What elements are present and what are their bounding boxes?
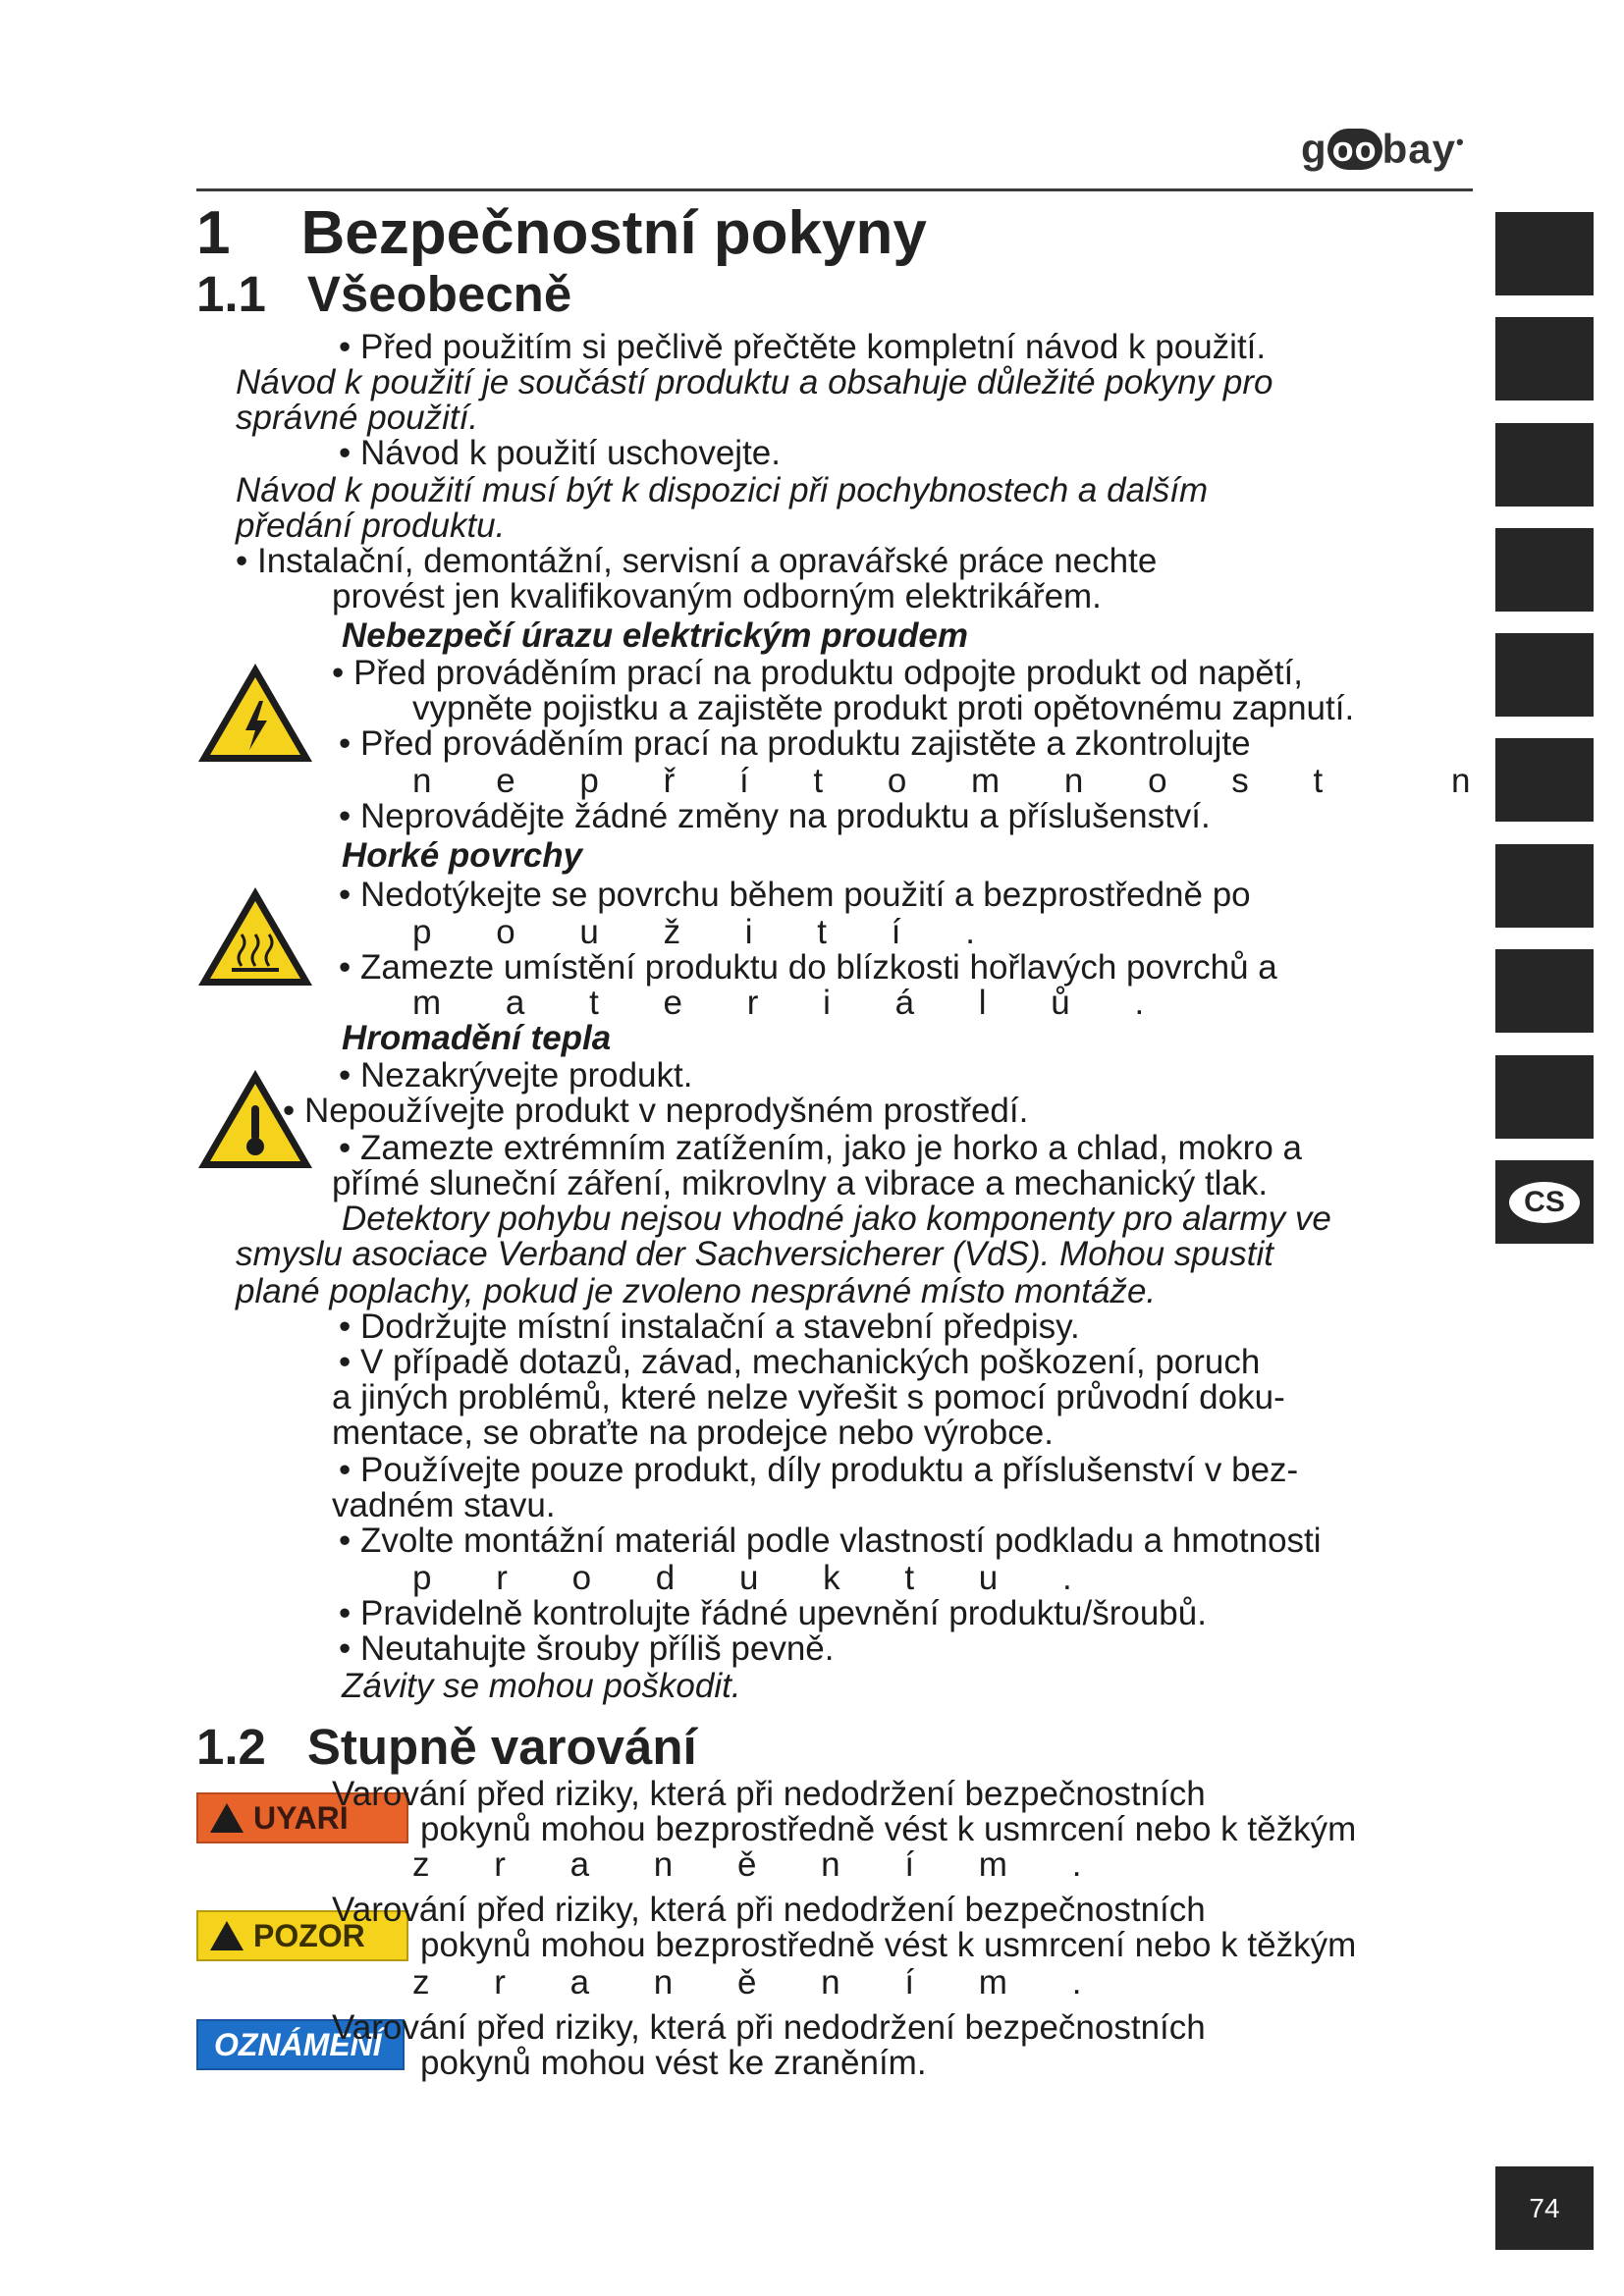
oznameni-line-1: Varování před riziky, která při nedodržení bezpečnostních [332,2008,1206,2047]
general-line-4: • Návod k použití uschovejte. [339,434,781,472]
language-tab-cs[interactable] [1495,1160,1594,1244]
logo-suffix: bay [1381,126,1457,172]
language-tab[interactable] [1495,1055,1594,1139]
heat-line-5: Detektory pohybu nejsou vhodné jako komponenty pro alarmy ve [342,1200,1331,1238]
electric-line-3: • Před prováděním prací na produktu zajistěte a zkontrolujte [339,724,1251,763]
heat-line-3: • Zamezte extrémním zatížením, jako je horko a chlad, mokro a [339,1129,1302,1167]
warning-triangle-icon [210,1921,244,1950]
page-number: 74 [1495,2166,1594,2250]
language-tab[interactable] [1495,423,1594,507]
heat-line-7: plané poplachy, pokud je zvoleno nesprávné místo montáže. [236,1272,1157,1310]
language-tab[interactable] [1495,317,1594,400]
subsection-number: 1.1 [196,266,266,322]
electric-line-1: • Před prováděním prací na produktu odpojte produkt od napětí, [332,654,1304,692]
uyari-line-1: Varování před riziky, která při nedodržení bezpečnostních [332,1775,1206,1813]
general-line-3: správné použití. [236,399,479,437]
warning-triangle-icon [210,1803,244,1833]
language-tab[interactable] [1495,844,1594,928]
language-tab[interactable] [1495,528,1594,612]
subsection-general-title [196,265,571,323]
hot-surface-warning-icon [194,883,316,989]
more-line-9: • Pravidelně kontrolujte řádné upevnění produktu/šroubů. [339,1594,1207,1632]
more-line-7: • Zvolte montážní materiál podle vlastností podkladu a hmotnosti [339,1522,1322,1560]
subsection-levels-number: 1.2 [196,1719,266,1775]
heat-line-1: • Nezakrývejte produkt. [339,1056,693,1095]
subsection-levels-title [196,1718,697,1776]
heat-line-6: smyslu asociace Verband der Sachversicherer (VdS). Mohou spustit [236,1235,1273,1273]
more-line-5: • Používejte pouze produkt, díly produktu a příslušenství v bez- [339,1451,1299,1489]
oznameni-line-2: pokynů mohou vést ke zraněním. [420,2044,927,2082]
more-line-2: • V případě dotazů, závad, mechanických poškození, poruch [339,1343,1261,1381]
language-tab[interactable] [1495,738,1594,822]
goobay-logo [1301,126,1465,173]
general-line-8: provést jen kvalifikovaným odborným elektrikářem. [332,577,1102,615]
more-line-6: vadném stavu. [332,1486,556,1524]
uyari-line-3: z r a n ě n í m . [412,1845,1082,1884]
header-rule [196,188,1473,191]
logo-oo: oo [1327,129,1382,170]
language-tab[interactable] [1495,212,1594,295]
uyari-label: UYARI [253,1800,349,1836]
logo-mark: • [1456,130,1465,154]
logo-prefix: g [1301,126,1327,172]
more-line-8: p r o d u k t u . [412,1559,1072,1597]
heat-line-4: přímé sluneční záření, mikrovlny a vibrace a mechanický tlak. [332,1164,1269,1202]
more-line-1: • Dodržujte místní instalační a stavební předpisy. [339,1308,1080,1346]
hot-line-2: p o u ž i t í . [412,913,975,951]
general-line-6: předání produktu. [236,507,506,545]
more-line-10: • Neutahujte šrouby příliš pevně. [339,1629,835,1668]
language-tab[interactable] [1495,949,1594,1033]
pozor-label: POZOR [253,1918,365,1953]
pozor-line-2: pokynů mohou bezprostředně vést k usmrcení nebo k těžkým [420,1926,1357,1964]
hot-line-3: • Zamezte umístění produktu do blízkosti hořlavých povrchů a [339,948,1277,987]
cs-label: CS [1509,1182,1580,1223]
electric-heading: Nebezpečí úrazu elektrickým proudem [342,616,968,655]
general-line-5: Návod k použití musí být k dispozici při pochybnostech a dalším [236,471,1209,509]
electric-shock-warning-icon [194,660,316,766]
pozor-line-3: z r a n ě n í m . [412,1963,1082,2002]
more-line-3: a jiných problémů, které nelze vyřešit s pomocí průvodní doku- [332,1378,1285,1416]
section-title-text: Bezpečnostní pokyny [300,199,927,267]
oznameni-label: OZNÁMENÍ [214,2027,382,2062]
general-line-1: • Před použitím si pečlivě přečtěte kompletní návod k použití. [339,328,1267,366]
electric-line-5: • Neprovádějte žádné změny na produktu a příslušenství. [339,797,1211,835]
hot-line-4: m a t e r i á l ů . [412,984,1145,1022]
section-title [196,198,927,268]
uyari-line-2: pokynů mohou bezprostředně vést k usmrcení nebo k těžkým [420,1810,1357,1848]
electric-line-2: vypněte pojistku a zajistěte produkt proti opětovnému zapnutí. [412,689,1355,727]
hot-heading: Horké povrchy [342,836,583,875]
subsection-title-text: Všeobecně [306,266,572,322]
more-line-4: mentace, se obraťte na prodejce nebo výrobce. [332,1414,1054,1452]
general-line-7: • Instalační, demontážní, servisní a opravářské práce nechte [236,542,1158,580]
more-line-11: Závity se mohou poškodit. [342,1667,741,1705]
language-tab[interactable] [1495,633,1594,717]
pozor-line-1: Varování před riziky, která při nedodržení bezpečnostních [332,1891,1206,1929]
heat-line-2: • Nepoužívejte produkt v neprodyšném prostředí. [283,1092,1029,1130]
section-number: 1 [196,199,231,267]
electric-line-4-tail: n [1451,762,1471,800]
heat-heading: Hromadění tepla [342,1019,612,1057]
hot-line-1: • Nedotýkejte se povrchu během použití a bezprostředně po [339,876,1251,914]
subsection-levels-title-text: Stupně varování [306,1719,697,1775]
electric-line-4: n e p ř í t o m n o s t [412,762,1324,800]
general-line-2: Návod k použití je součástí produktu a obsahuje důležité pokyny pro [236,363,1273,401]
